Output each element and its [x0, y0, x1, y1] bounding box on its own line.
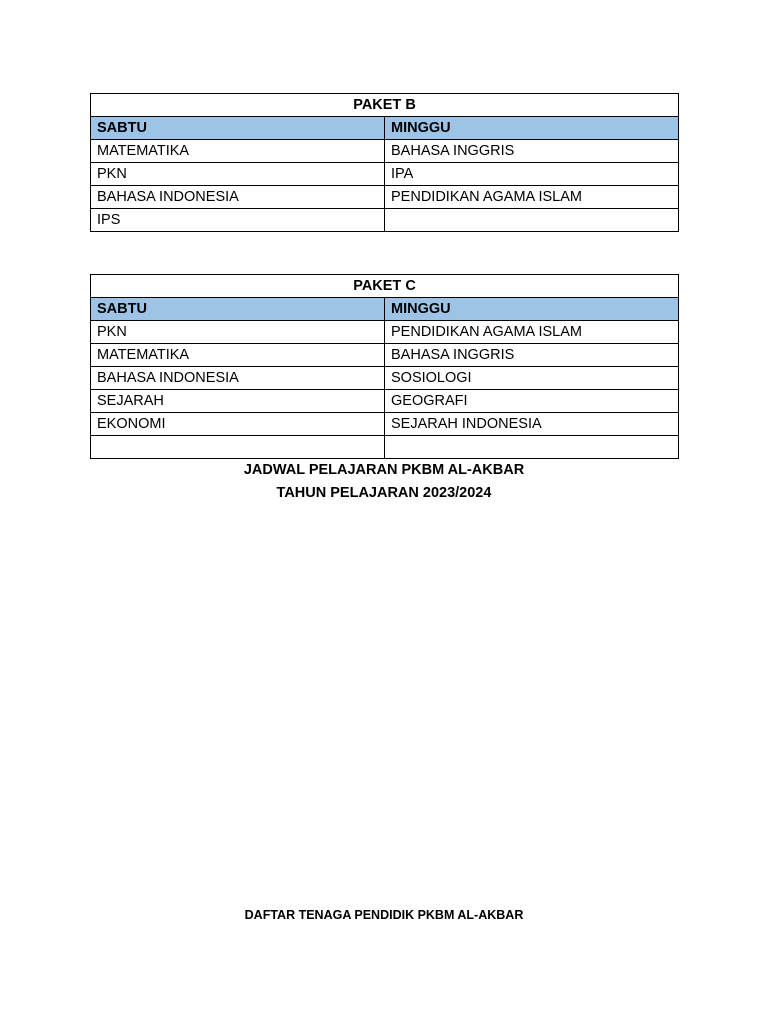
table-cell: PKN — [91, 163, 385, 186]
table-cell: MATEMATIKA — [91, 140, 385, 163]
table-cell: IPA — [385, 163, 679, 186]
column-header-minggu: MINGGU — [385, 117, 679, 140]
table-cell: BAHASA INGGRIS — [385, 140, 679, 163]
teacher-list-title: DAFTAR TENAGA PENDIDIK PKBM AL-AKBAR — [244, 908, 524, 922]
paket-c-table — [90, 274, 679, 459]
table-row — [91, 163, 679, 186]
table-row — [91, 321, 679, 344]
table-cell: GEOGRAFI — [385, 390, 679, 413]
table-row — [91, 209, 679, 232]
table-row — [91, 390, 679, 413]
schedule-caption-title: JADWAL PELAJARAN PKBM AL-AKBAR — [243, 462, 525, 478]
table-row — [91, 186, 679, 209]
table-cell: BAHASA INDONESIA — [91, 186, 385, 209]
table-row — [91, 436, 679, 459]
schedule-caption-year: TAHUN PELAJARAN 2023/2024 — [276, 485, 492, 501]
paket-c-header-row — [91, 298, 679, 321]
table-cell: BAHASA INDONESIA — [91, 367, 385, 390]
table-cell: IPS — [91, 209, 385, 232]
column-header-minggu: MINGGU — [385, 298, 679, 321]
table-cell: MATEMATIKA — [91, 344, 385, 367]
paket-b-title-row — [91, 94, 679, 117]
table-cell: SEJARAH INDONESIA — [385, 413, 679, 436]
table-cell — [385, 436, 679, 459]
table-cell: SOSIOLOGI — [385, 367, 679, 390]
table-row — [91, 413, 679, 436]
table-cell: SEJARAH — [91, 390, 385, 413]
paket-b-header-row — [91, 117, 679, 140]
table-cell — [385, 209, 679, 232]
table-cell: PENDIDIKAN AGAMA ISLAM — [385, 186, 679, 209]
paket-c-title: PAKET C — [91, 275, 679, 298]
column-header-sabtu: SABTU — [91, 298, 385, 321]
table-row — [91, 140, 679, 163]
table-row — [91, 344, 679, 367]
column-header-sabtu: SABTU — [91, 117, 385, 140]
table-cell: BAHASA INGGRIS — [385, 344, 679, 367]
table-row — [91, 367, 679, 390]
table-cell: PENDIDIKAN AGAMA ISLAM — [385, 321, 679, 344]
paket-c-title-row — [91, 275, 679, 298]
paket-b-table — [90, 93, 679, 232]
table-cell — [91, 436, 385, 459]
paket-b-title: PAKET B — [91, 94, 679, 117]
table-cell: EKONOMI — [91, 413, 385, 436]
table-cell: PKN — [91, 321, 385, 344]
